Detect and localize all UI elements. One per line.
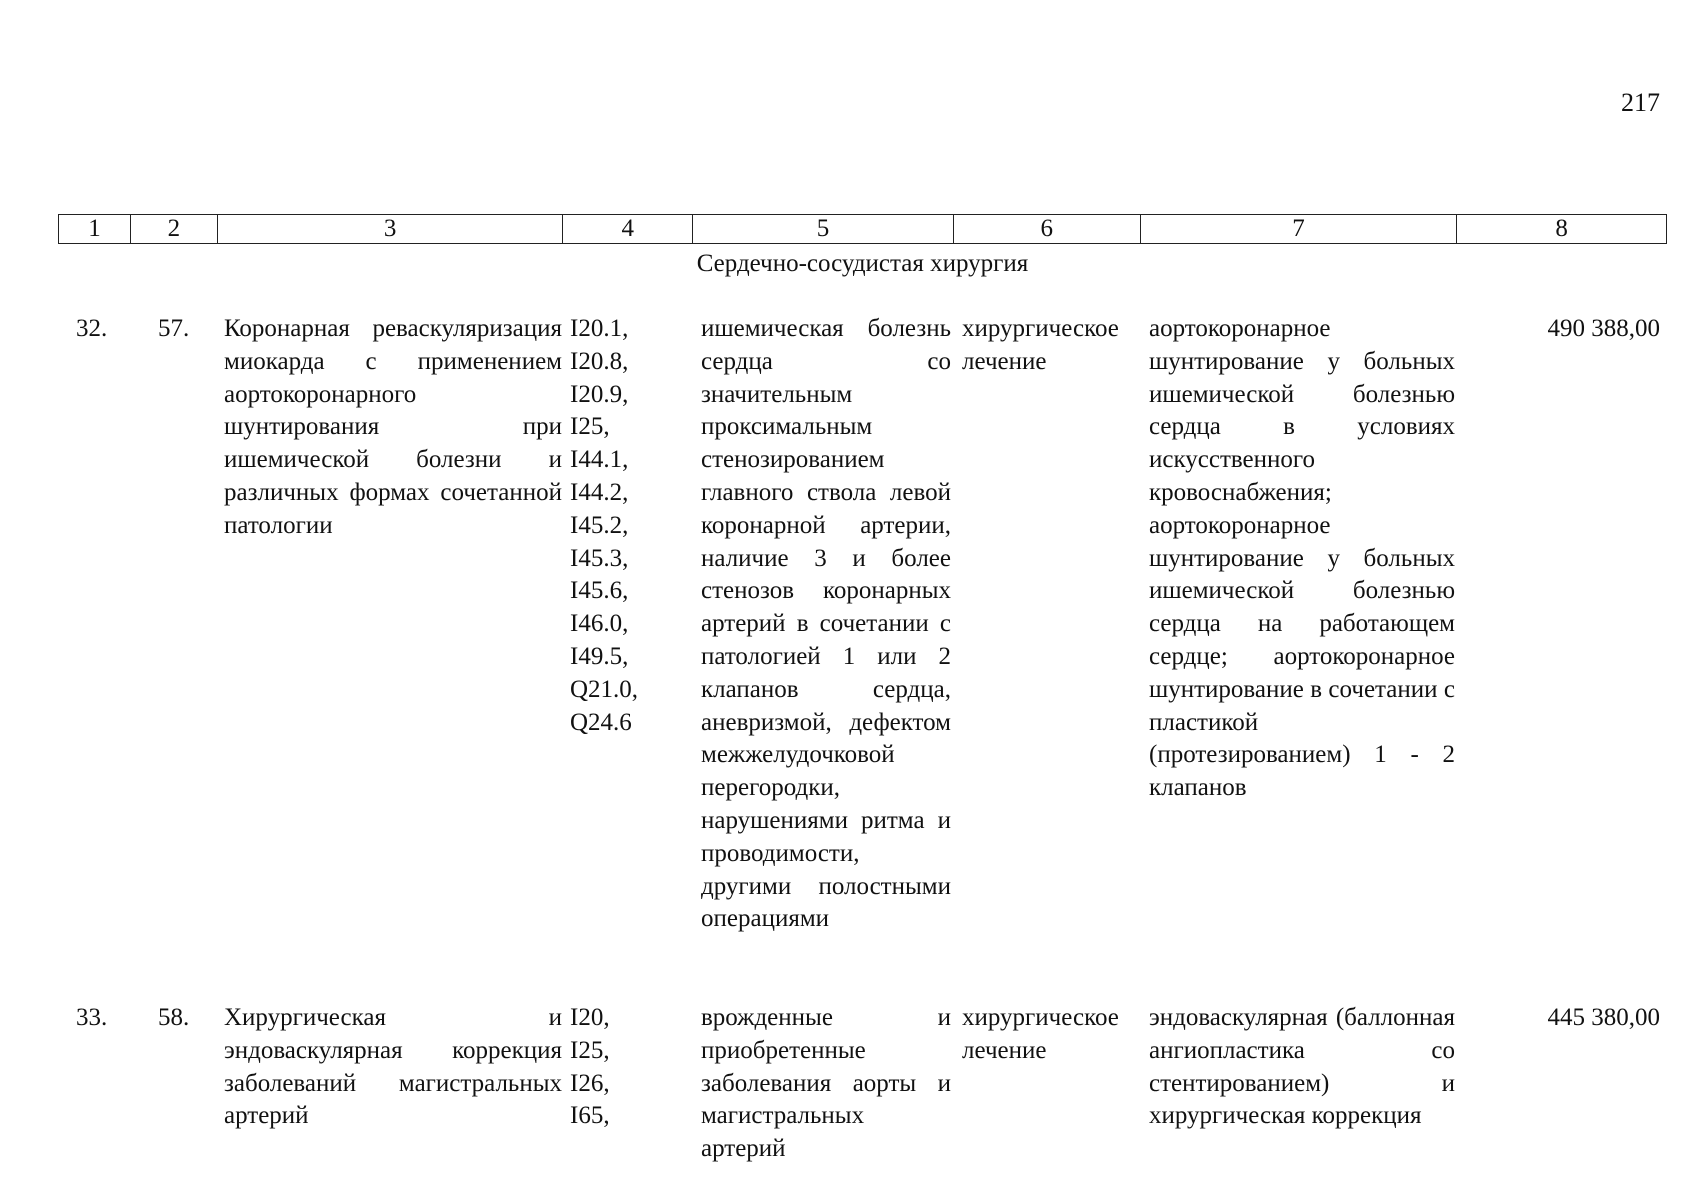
header-col-6: 6 — [954, 215, 1141, 243]
section-title: Сердечно-сосудистая хирургия — [696, 250, 1029, 277]
method-group-number: 57. — [158, 315, 190, 342]
care-type-name: Хирургическая и эндоваскулярная коррекция заболеваний магистральных артерий — [224, 1004, 562, 1130]
treatment-method: аортокоронарное шунтирование у больных ишемической болезнью сердца в условиях искусственного кровоснабжения; аортокоронарное шунтирование у больных ишемической болезнью сердца на работающем сердце; аортокоронарное шунтирование в сочетании с пластикой (протезированием) 1 - 2 клапанов — [1149, 315, 1455, 802]
header-col-5: 5 — [693, 215, 954, 243]
header-col-8: 8 — [1555, 215, 1568, 242]
icd-code: I45.6, — [570, 577, 629, 605]
icd-code: I25, — [570, 413, 610, 441]
row-number: 32. — [76, 315, 108, 342]
icd-code: I44.2, — [570, 478, 629, 506]
care-type-name: Коронарная реваскуляризация миокарда с применением аортокоронарного шунтирования при ишемической болезни и различных формах сочетанной патологии — [224, 315, 562, 539]
header-col-3: 3 — [218, 215, 564, 243]
page-number: 217 — [1621, 88, 1660, 117]
icd-code: I20.1, — [570, 315, 629, 342]
patient-model: врожденные и приобретенные заболевания аорты и магистральных артерий — [701, 1004, 951, 1163]
icd-code: I46.0, — [570, 610, 629, 638]
icd-code: I20, — [570, 1004, 610, 1031]
icd-code: I45.2, — [570, 511, 629, 539]
column-number-header — [58, 214, 1667, 244]
treatment-method: эндоваскулярная (баллонная ангиопластика со стентированием) и хирургическая коррекция — [1149, 1004, 1455, 1130]
icd-code: Q24.6 — [570, 708, 632, 736]
patient-model: ишемическая болезнь сердца со значительным проксимальным стенозированием главного ствола левой коронарной артерии, наличие 3 и более стенозов коронарных артерий в сочетании с патологией 1 или 2 клапанов сердца, аневризмой, дефектом межжелудочковой перегородки, нарушениями ритма и проводимости, другими полостными операциями — [701, 315, 951, 933]
icd-code: I20.9, — [570, 380, 629, 408]
icd-code: I20.8, — [570, 347, 629, 375]
icd-code: I25, — [570, 1036, 610, 1064]
icd-code: Q21.0, — [570, 675, 639, 703]
treatment-type: хирургическое лечение — [962, 1004, 1119, 1064]
header-col-1: 1 — [59, 215, 131, 243]
cost-value: 445 380,00 — [1547, 1004, 1660, 1031]
icd-codes — [570, 313, 680, 739]
icd-code: I44.1, — [570, 446, 629, 474]
treatment-type: хирургическое лечение — [962, 315, 1119, 375]
header-col-4: 4 — [563, 215, 693, 243]
cost-value: 490 388,00 — [1547, 315, 1660, 342]
icd-code: I65, — [570, 1102, 610, 1130]
icd-code: I45.3, — [570, 544, 629, 572]
icd-code: I26, — [570, 1069, 610, 1097]
method-group-number: 58. — [158, 1004, 190, 1031]
header-col-2: 2 — [131, 215, 218, 243]
header-col-7: 7 — [1141, 215, 1458, 243]
icd-code: I49.5, — [570, 642, 629, 670]
icd-codes — [570, 1002, 680, 1133]
row-number: 33. — [76, 1004, 108, 1031]
